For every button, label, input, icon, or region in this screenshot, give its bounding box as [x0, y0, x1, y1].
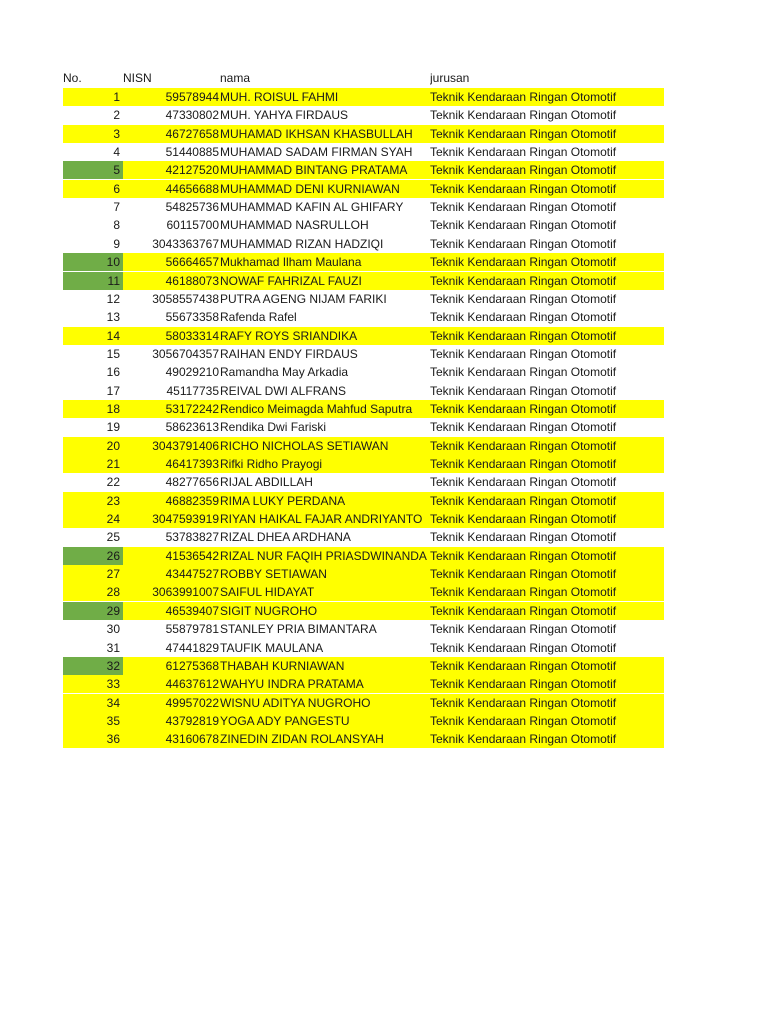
cell-nama: RAIHAN ENDY FIRDAUS: [220, 347, 358, 361]
cell-no: [63, 382, 123, 400]
table-row: [63, 235, 664, 253]
header-row: [63, 69, 664, 87]
cell-no-value: 8: [113, 218, 120, 232]
cell-no: [63, 327, 123, 345]
cell-nisn: 3043791406: [152, 439, 219, 453]
cell-nisn: 58033314: [165, 329, 219, 343]
cell-jurusan: Teknik Kendaraan Ringan Otomotif: [430, 237, 617, 251]
cell-jurusan: Teknik Kendaraan Ringan Otomotif: [430, 732, 617, 746]
cell-nisn: 55879781: [165, 622, 219, 636]
cell-jurusan: Teknik Kendaraan Ringan Otomotif: [430, 255, 617, 269]
cell-no-value: 13: [106, 310, 120, 324]
cell-no: [63, 602, 123, 620]
cell-jurusan: Teknik Kendaraan Ringan Otomotif: [430, 384, 617, 398]
cell-jurusan: Teknik Kendaraan Ringan Otomotif: [430, 567, 617, 581]
cell-nama: YOGA ADY PANGESTU: [220, 714, 350, 728]
cell-no: [63, 180, 123, 198]
cell-jurusan: Teknik Kendaraan Ringan Otomotif: [430, 622, 617, 636]
table-row: [63, 547, 664, 565]
header-nama: [220, 69, 428, 87]
cell-no: [63, 694, 123, 712]
cell-no: [63, 418, 123, 436]
cell-nisn: 3047593919: [152, 512, 219, 526]
table-row: [63, 437, 664, 455]
cell-jurusan: Teknik Kendaraan Ringan Otomotif: [430, 218, 617, 232]
cell-nama: MUH. ROISUL FAHMI: [220, 90, 339, 104]
cell-jurusan: Teknik Kendaraan Ringan Otomotif: [430, 365, 617, 379]
cell-jurusan: Teknik Kendaraan Ringan Otomotif: [430, 127, 617, 141]
cell-no: [63, 730, 123, 748]
cell-nama: MUHAMAD IKHSAN KHASBULLAH: [220, 127, 413, 141]
cell-nisn: 56664657: [165, 255, 219, 269]
cell-jurusan: Teknik Kendaraan Ringan Otomotif: [430, 310, 617, 324]
table-row: [63, 345, 664, 363]
cell-no: [63, 547, 123, 565]
cell-nama: RIZAL DHEA ARDHANA: [220, 530, 351, 544]
cell-nisn: 46539407: [165, 604, 219, 618]
table-row: [63, 216, 664, 234]
cell-no-value: 10: [106, 255, 120, 269]
cell-jurusan: Teknik Kendaraan Ringan Otomotif: [430, 163, 617, 177]
cell-no-value: 3: [113, 127, 120, 141]
cell-jurusan: Teknik Kendaraan Ringan Otomotif: [430, 714, 617, 728]
cell-no-value: 11: [107, 274, 120, 288]
cell-nama: WAHYU INDRA PRATAMA: [220, 677, 364, 691]
cell-no-value: 23: [106, 494, 120, 508]
cell-nama: ROBBY SETIAWAN: [220, 567, 327, 581]
cell-no: [63, 473, 123, 491]
table-row: [63, 730, 664, 748]
cell-no: [63, 492, 123, 510]
cell-jurusan: Teknik Kendaraan Ringan Otomotif: [430, 604, 617, 618]
cell-nisn: 46417393: [165, 457, 219, 471]
cell-no: [63, 400, 123, 418]
table-row: [63, 198, 664, 216]
cell-nisn: 46727658: [165, 127, 219, 141]
cell-jurusan: Teknik Kendaraan Ringan Otomotif: [430, 347, 617, 361]
cell-jurusan: Teknik Kendaraan Ringan Otomotif: [430, 512, 617, 526]
table-row: [63, 88, 664, 106]
cell-nisn: 3063991007: [152, 585, 219, 599]
header-no: No.: [63, 71, 82, 85]
cell-nama: RIMA LUKY PERDANA: [220, 494, 346, 508]
cell-nama: NOWAF FAHRIZAL FAUZI: [220, 274, 362, 288]
table-row: [63, 712, 664, 730]
cell-jurusan: Teknik Kendaraan Ringan Otomotif: [430, 677, 617, 691]
table-row: [63, 180, 664, 198]
cell-no-value: 14: [106, 329, 120, 343]
cell-nama: MUHAMMAD NASRULLOH: [220, 218, 369, 232]
cell-nama: SAIFUL HIDAYAT: [220, 585, 315, 599]
cell-no-value: 12: [106, 292, 120, 306]
cell-nisn: 44656688: [165, 182, 219, 196]
cell-no: [63, 161, 123, 179]
cell-nisn: 54825736: [165, 200, 219, 214]
table-row: [63, 510, 664, 528]
cell-nama: RIYAN HAIKAL FAJAR ANDRIYANTO: [220, 512, 423, 526]
cell-jurusan: Teknik Kendaraan Ringan Otomotif: [430, 530, 617, 544]
cell-jurusan: Teknik Kendaraan Ringan Otomotif: [430, 696, 617, 710]
table-row: [63, 400, 664, 418]
cell-nisn: 53783827: [165, 530, 219, 544]
cell-no-value: 18: [106, 402, 120, 416]
cell-nama: MUHAMAD SADAM FIRMAN SYAH: [220, 145, 413, 159]
cell-nisn: 53172242: [165, 402, 219, 416]
cell-nisn: 41536542: [165, 549, 219, 563]
cell-no-value: 30: [106, 622, 120, 636]
cell-nama: RAFY ROYS SRIANDIKA: [220, 329, 358, 343]
cell-nisn: 3043363767: [152, 237, 219, 251]
cell-no: [63, 675, 123, 693]
cell-nisn: 3056704357: [152, 347, 219, 361]
cell-no-value: 22: [106, 475, 120, 489]
cell-no: [63, 455, 123, 473]
table-row: [63, 418, 664, 436]
cell-no-value: 36: [106, 732, 120, 746]
cell-no: [63, 510, 123, 528]
cell-jurusan: Teknik Kendaraan Ringan Otomotif: [430, 200, 617, 214]
table-row: [63, 528, 664, 546]
cell-no-value: 1: [113, 90, 120, 104]
cell-nisn: 43160678: [165, 732, 219, 746]
cell-no: [63, 528, 123, 546]
cell-nisn: 47441829: [165, 641, 219, 655]
header-nisn: NISN: [123, 71, 152, 85]
cell-jurusan: Teknik Kendaraan Ringan Otomotif: [430, 274, 617, 288]
cell-no-value: 6: [113, 182, 120, 196]
cell-nisn: 46882359: [165, 494, 219, 508]
table-row: [63, 106, 664, 124]
cell-jurusan: Teknik Kendaraan Ringan Otomotif: [430, 641, 617, 655]
cell-nisn: 42127520: [165, 163, 219, 177]
cell-no-value: 21: [106, 457, 120, 471]
cell-nama: TAUFIK MAULANA: [220, 641, 324, 655]
cell-no: [63, 125, 123, 143]
cell-no-value: 26: [106, 549, 120, 563]
cell-no-value: 16: [106, 365, 120, 379]
cell-nama: Ramandha May Arkadia: [220, 365, 349, 379]
cell-nisn: 61275368: [165, 659, 219, 673]
table-row: [63, 473, 664, 491]
table-row: [63, 161, 664, 179]
cell-nama: WISNU ADITYA NUGROHO: [220, 696, 371, 710]
cell-no: [63, 639, 123, 657]
table-row: [63, 272, 664, 290]
table-row: [63, 602, 664, 620]
cell-jurusan: Teknik Kendaraan Ringan Otomotif: [430, 549, 617, 563]
cell-nisn: 43447527: [165, 567, 219, 581]
cell-no: [63, 272, 123, 290]
cell-nama: REIVAL DWI ALFRANS: [220, 384, 347, 398]
cell-no: [63, 308, 123, 326]
cell-nisn: 43792819: [165, 714, 219, 728]
header-nama-label: nama: [220, 71, 251, 85]
cell-no: [63, 143, 123, 161]
cell-no: [63, 437, 123, 455]
cell-jurusan: Teknik Kendaraan Ringan Otomotif: [430, 108, 617, 122]
cell-no-value: 24: [106, 512, 120, 526]
cell-jurusan: Teknik Kendaraan Ringan Otomotif: [430, 329, 617, 343]
cell-nama: RIJAL ABDILLAH: [220, 475, 313, 489]
table-row: [63, 492, 664, 510]
cell-nama: Rifki Ridho Prayogi: [220, 457, 323, 471]
cell-no-value: 35: [106, 714, 120, 728]
table-row: [63, 125, 664, 143]
cell-no-value: 7: [113, 200, 120, 214]
cell-jurusan: Teknik Kendaraan Ringan Otomotif: [430, 145, 617, 159]
cell-no: [63, 88, 123, 106]
table-row: [63, 565, 664, 583]
table-row: [63, 327, 664, 345]
cell-nisn: 59578944: [165, 90, 219, 104]
cell-nama: MUHAMMAD BINTANG PRATAMA: [220, 163, 408, 177]
table-row: [63, 620, 664, 638]
cell-jurusan: Teknik Kendaraan Ringan Otomotif: [430, 439, 617, 453]
cell-nama: STANLEY PRIA BIMANTARA: [220, 622, 377, 636]
cell-nama: Rafenda Rafel: [220, 310, 297, 324]
cell-no-value: 5: [113, 163, 120, 177]
cell-no: [63, 657, 123, 675]
cell-no: [63, 235, 123, 253]
table-row: [63, 253, 664, 271]
cell-no: [63, 253, 123, 271]
cell-nama: Rendico Meimagda Mahfud Saputra: [220, 402, 413, 416]
cell-no: [63, 363, 123, 381]
cell-no-value: 4: [113, 145, 120, 159]
header-jurusan: jurusan: [430, 71, 470, 85]
cell-jurusan: Teknik Kendaraan Ringan Otomotif: [430, 182, 617, 196]
table-row: [63, 639, 664, 657]
cell-no-value: 25: [106, 530, 120, 544]
cell-nama: RIZAL NUR FAQIH PRIASDWINANDA: [220, 549, 427, 563]
cell-no: [63, 345, 123, 363]
cell-no-value: 19: [106, 420, 120, 434]
cell-jurusan: Teknik Kendaraan Ringan Otomotif: [430, 659, 617, 673]
cell-no-value: 29: [106, 604, 120, 618]
cell-nisn: 58623613: [165, 420, 219, 434]
cell-no-value: 32: [106, 659, 120, 673]
cell-no-value: 28: [106, 585, 120, 599]
cell-no: [63, 620, 123, 638]
cell-nisn: 3058557438: [152, 292, 219, 306]
cell-nama: PUTRA AGENG NIJAM FARIKI: [220, 292, 387, 306]
cell-no-value: 31: [106, 641, 120, 655]
cell-nisn: 55673358: [165, 310, 219, 324]
cell-jurusan: Teknik Kendaraan Ringan Otomotif: [430, 494, 617, 508]
cell-no-value: 9: [113, 237, 120, 251]
cell-nama: MUHAMMAD RIZAN HADZIQI: [220, 237, 384, 251]
cell-nama: RICHO NICHOLAS SETIAWAN: [220, 439, 389, 453]
cell-no-value: 17: [106, 384, 120, 398]
cell-no-value: 15: [106, 347, 120, 361]
cell-nisn: 49029210: [165, 365, 219, 379]
cell-jurusan: Teknik Kendaraan Ringan Otomotif: [430, 292, 617, 306]
cell-jurusan: Teknik Kendaraan Ringan Otomotif: [430, 475, 617, 489]
cell-nama: ZINEDIN ZIDAN ROLANSYAH: [220, 732, 384, 746]
table-row: [63, 694, 664, 712]
cell-jurusan: Teknik Kendaraan Ringan Otomotif: [430, 90, 617, 104]
table-row: [63, 657, 664, 675]
cell-nama: Mukhamad Ilham Maulana: [220, 255, 362, 269]
table-row: [63, 675, 664, 693]
cell-nisn: 46188073: [165, 274, 219, 288]
cell-jurusan: Teknik Kendaraan Ringan Otomotif: [430, 457, 617, 471]
table-row: [63, 290, 664, 308]
table-row: [63, 382, 664, 400]
cell-nama: THABAH KURNIAWAN: [220, 659, 345, 673]
cell-no-value: 33: [106, 677, 120, 691]
cell-nama: Rendika Dwi Fariski: [220, 420, 327, 434]
table-row: [63, 363, 664, 381]
cell-jurusan: Teknik Kendaraan Ringan Otomotif: [430, 585, 617, 599]
cell-no: [63, 106, 123, 124]
cell-no-value: 27: [106, 567, 120, 581]
cell-nisn: 44637612: [165, 677, 219, 691]
cell-no-value: 34: [106, 696, 120, 710]
cell-no-value: 20: [106, 439, 120, 453]
cell-no-value: 2: [113, 108, 120, 122]
cell-no: [63, 216, 123, 234]
cell-no: [63, 712, 123, 730]
table-row: [63, 455, 664, 473]
cell-no: [63, 290, 123, 308]
cell-nama: MUH. YAHYA FIRDAUS: [220, 108, 349, 122]
cell-nisn: 45117735: [166, 384, 219, 398]
cell-nisn: 47330802: [165, 108, 219, 122]
cell-nama: SIGIT NUGROHO: [220, 604, 318, 618]
cell-no: [63, 583, 123, 601]
cell-nisn: 48277656: [165, 475, 219, 489]
cell-nama: MUHAMMAD DENI KURNIAWAN: [220, 182, 400, 196]
cell-jurusan: Teknik Kendaraan Ringan Otomotif: [430, 420, 617, 434]
cell-nisn: 49957022: [165, 696, 219, 710]
cell-no: [63, 198, 123, 216]
table-row: [63, 583, 664, 601]
table-row: [63, 308, 664, 326]
table-row: [63, 143, 664, 161]
cell-nisn: 51440885: [165, 145, 219, 159]
cell-nama: MUHAMMAD KAFIN AL GHIFARY: [220, 200, 404, 214]
cell-nisn: 60115700: [166, 218, 219, 232]
cell-jurusan: Teknik Kendaraan Ringan Otomotif: [430, 402, 617, 416]
cell-no: [63, 565, 123, 583]
